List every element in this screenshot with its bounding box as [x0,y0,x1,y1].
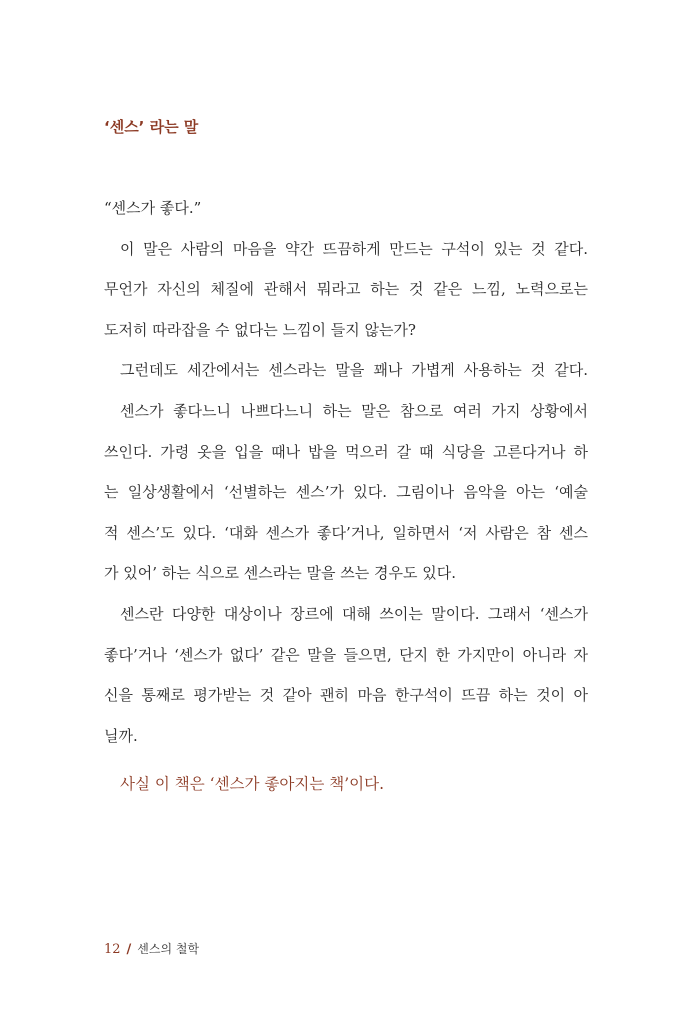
text-line: 무언가 자신의 체질에 관해서 뭐라고 하는 것 같은 느낌, 노력으로는 [104,280,588,299]
text-line: 쓰인다. 가령 옷을 입을 때나 밥을 먹으러 갈 때 식당을 고른다거나 하 [104,442,588,461]
page-number: 12 [104,942,121,957]
footer-separator: / [126,942,132,957]
text-line: 좋다’거나 ‘센스가 없다’ 같은 말을 들으면, 단지 한 가지만이 아니라 자 [104,645,588,664]
opening-quote: “센스가 좋다.” [104,199,202,217]
highlight-sentence: 사실 이 책은 ‘센스가 좋아지는 책’이다. [120,775,385,793]
text-line: 도저히 따라잡을 수 없다는 느낌이 들지 않는가? [104,320,416,339]
page-footer [104,940,199,957]
text-line: 신을 통째로 평가받는 것 같아 괜히 마음 한구석이 뜨끔 하는 것이 아 [104,686,588,705]
section-title: ‘센스’ 라는 말 [104,118,199,136]
paragraph-4 [104,594,588,756]
text-line: 적 센스’도 있다. ‘대화 센스가 좋다’거나, 일하면서 ‘저 사람은 참 센스 [104,523,588,542]
text-line: 가 있어’ 하는 식으로 센스라는 말을 쓰는 경우도 있다. [104,564,456,583]
paragraph-3 [104,391,588,594]
body-text [104,188,588,756]
paragraph-2 [104,350,588,391]
text-line: 그런데도 세간에서는 센스라는 말을 꽤나 가볍게 사용하는 것 같다. [120,361,588,380]
text-line: 닐까. [104,726,138,745]
paragraph-1 [104,229,588,351]
book-title: 센스의 철학 [137,942,200,956]
text-line: 이 말은 사람의 마음을 약간 뜨끔하게 만드는 구석이 있는 것 같다. [120,239,588,258]
text-line: 센스란 다양한 대상이나 장르에 대해 쓰이는 말이다. 그래서 ‘센스가 [120,604,588,623]
text-line: 센스가 좋다느니 나쁘다느니 하는 말은 참으로 여러 가지 상황에서 [120,401,588,420]
text-line: 는 일상생활에서 ‘선별하는 센스’가 있다. 그림이나 음악을 아는 ‘예술 [104,483,588,502]
